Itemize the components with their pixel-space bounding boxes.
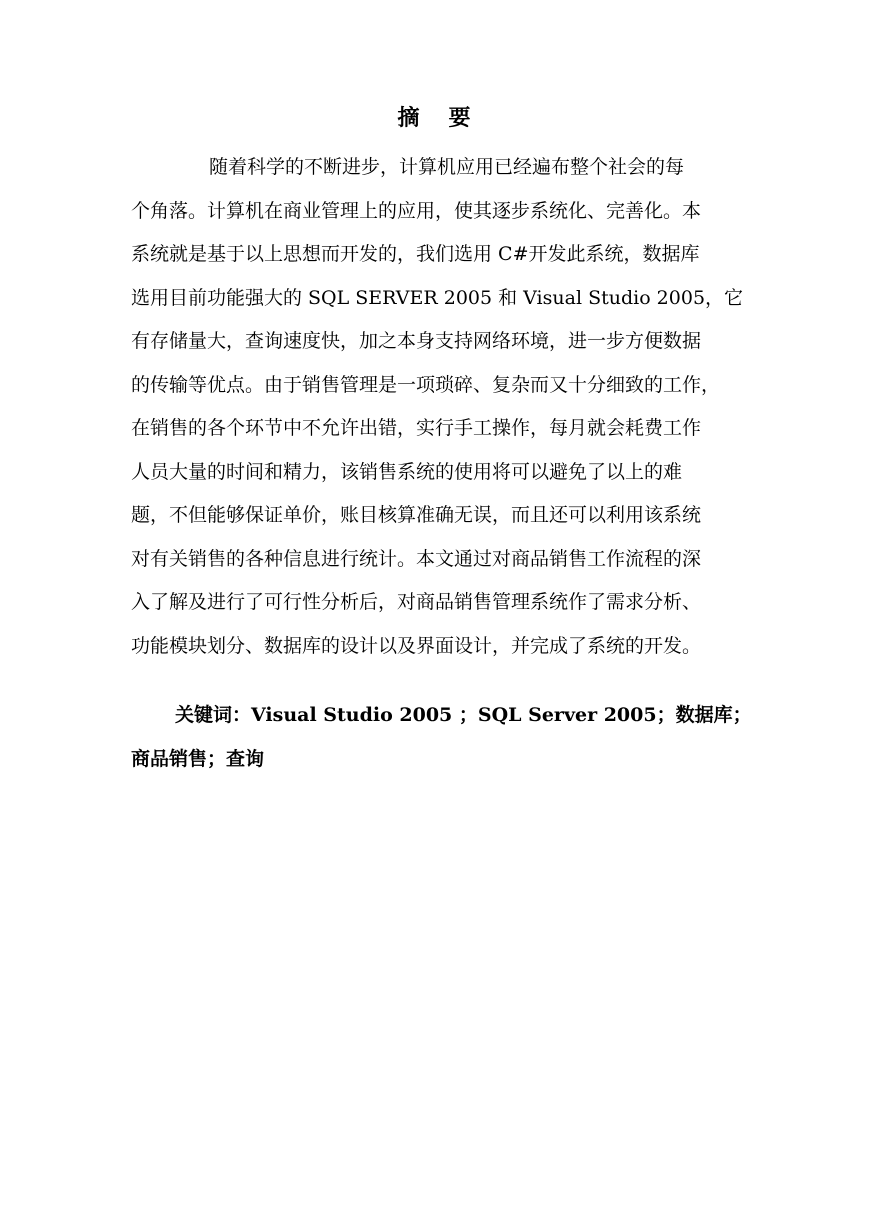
abstract-line: 选用目前功能强大的 SQL SERVER 2005 和 Visual Studio 2005，它	[131, 286, 744, 309]
keywords-line: 商品销售；查询	[131, 747, 265, 770]
abstract-line: 对有关销售的各种信息进行统计。本文通过对商品销售工作流程的深	[131, 547, 702, 570]
abstract-line: 人员大量的时间和精力，该销售系统的使用将可以避免了以上的难	[131, 460, 683, 483]
abstract-line: 入了解及进行了可行性分析后，对商品销售管理系统作了需求分析、	[131, 591, 702, 613]
abstract-line: 的传输等优点。由于销售管理是一项琐碎、复杂而又十分细致的工作，	[131, 373, 721, 396]
abstract-line: 随着科学的不断进步，计算机应用已经遍布整个社会的每	[209, 156, 685, 178]
abstract-line: 个角落。计算机在商业管理上的应用，使其逐步系统化、完善化。本	[131, 199, 702, 222]
abstract-line: 题，不但能够保证单价，账目核算准确无误，而且还可以利用该系统	[131, 504, 702, 526]
abstract-line: 在销售的各个环节中不允许出错，实行手工操作，每月就会耗费工作	[131, 417, 702, 439]
keywords-line: 关键词：Visual Studio 2005 ；SQL Server 2005；数据库；	[175, 704, 752, 726]
abstract-line: 有存储量大，查询速度快，加之本身支持网络环境，进一步方便数据	[131, 330, 702, 352]
abstract-line: 系统就是基于以上思想而开发的，我们选用 C#开发此系统，数据库	[131, 243, 700, 265]
abstract-title	[0, 100, 869, 136]
abstract-line: 功能模块划分、数据库的设计以及界面设计，并完成了系统的开发。	[131, 634, 702, 657]
abstract-title-char: 要	[448, 105, 472, 131]
keywords-section	[131, 693, 751, 780]
abstract-title-char: 摘	[397, 105, 421, 131]
abstract-body	[131, 146, 743, 668]
